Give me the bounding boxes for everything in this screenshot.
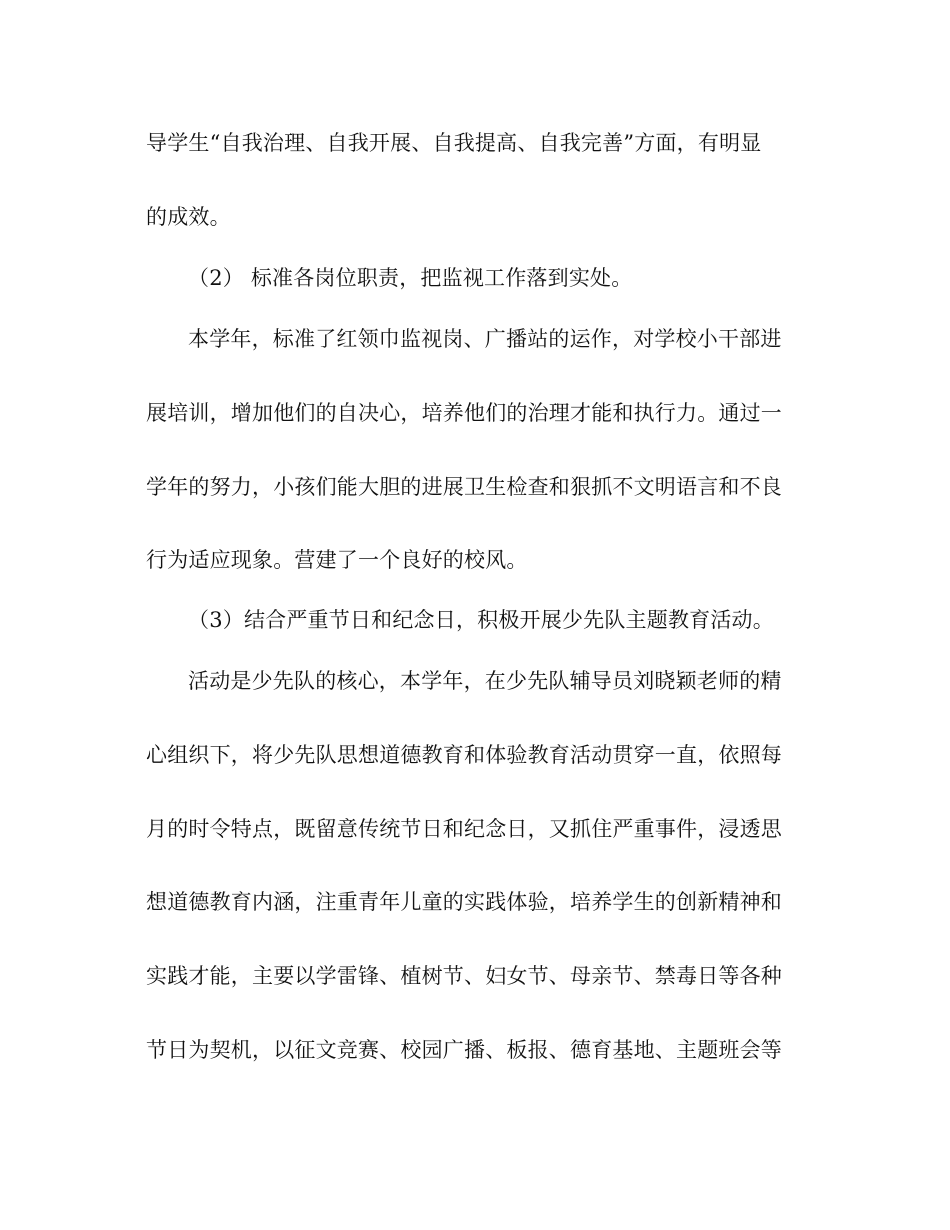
paragraph-line: 节日为契机，以征文竞赛、校园广播、板报、德育基地、主题班会等 bbox=[146, 1038, 782, 1062]
paragraph-line: 展培训，增加他们的自决心，培养他们的治理才能和执行力。通过一 bbox=[146, 401, 782, 425]
paragraph-line: 导学生“自我治理、自我开展、自我提高、自我完善”方面，有明显 bbox=[146, 131, 762, 155]
paragraph-line: 行为适应现象。营建了一个良好的校风。 bbox=[146, 548, 528, 572]
paragraph-line: 心组织下，将少先队思想道德教育和体验教育活动贯穿一直，依照每 bbox=[146, 743, 782, 767]
section-heading: （3）结合严重节日和纪念日，积极开展少先队主题教育活动。 bbox=[188, 608, 774, 632]
paragraph-line: 活动是少先队的核心，本学年，在少先队辅导员刘晓颖老师的精 bbox=[188, 669, 782, 693]
paragraph-line: 想道德教育内涵，注重青年儿童的实践体验，培养学生的创新精神和 bbox=[146, 890, 782, 914]
paragraph-line: 月的时令特点，既留意传统节日和纪念日，又抓住严重事件，浸透思 bbox=[146, 817, 782, 841]
section-heading: （2） 标准各岗位职责，把监视工作落到实处。 bbox=[188, 266, 633, 290]
paragraph-line: 的成效。 bbox=[146, 205, 231, 229]
paragraph-line: 学年的努力，小孩们能大胆的进展卫生检查和狠抓不文明语言和不良 bbox=[146, 475, 782, 499]
paragraph-line: 本学年，标准了红领巾监视岗、广播站的运作，对学校小干部进 bbox=[188, 327, 782, 351]
paragraph-line: 实践才能，主要以学雷锋、植树节、妇女节、母亲节、禁毒日等各种 bbox=[146, 964, 782, 988]
